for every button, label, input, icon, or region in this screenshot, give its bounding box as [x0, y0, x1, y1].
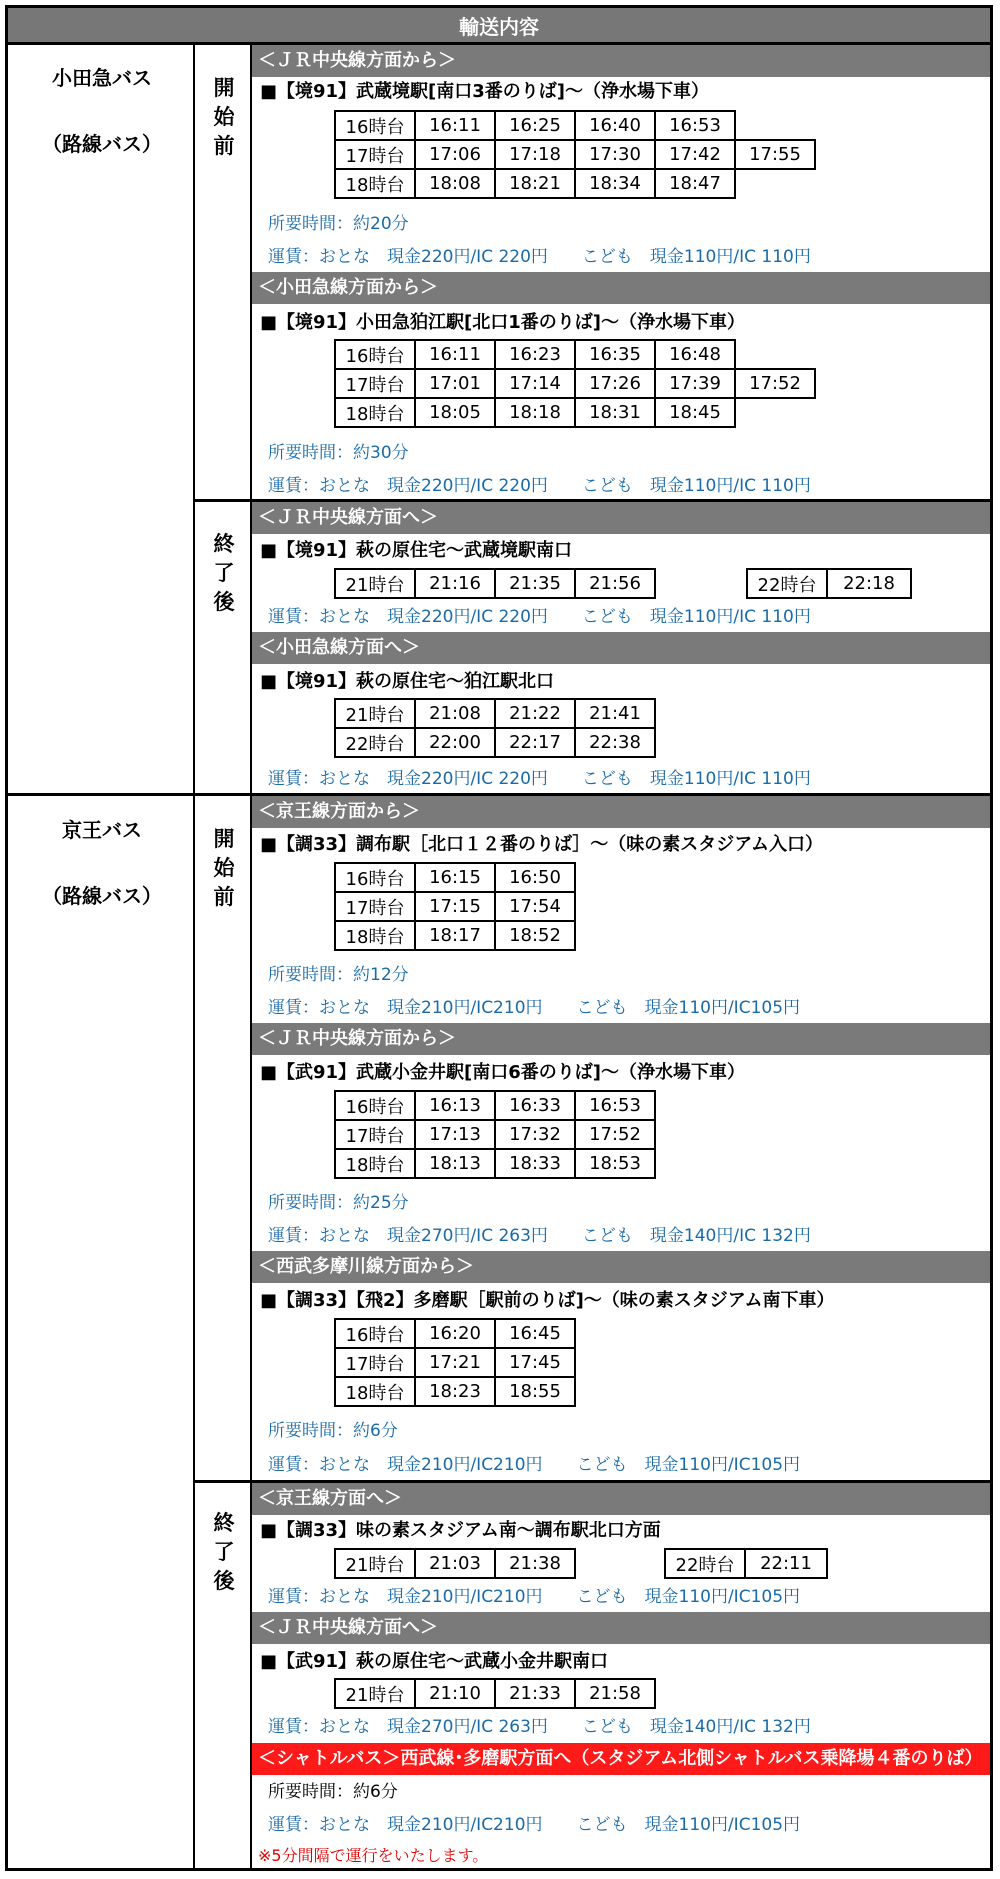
company-type: （路線バス）: [42, 884, 162, 908]
table-row: [335, 111, 815, 140]
time-cell: 18:53: [575, 1149, 655, 1178]
table-row: [335, 1549, 575, 1578]
hour-cell: 17時台: [335, 892, 415, 921]
fare-text: 運賃：おとな 現金270円/IC 263円 こども 現金140円/IC 132円: [268, 1226, 811, 1246]
time-cell: 22:00: [415, 728, 495, 757]
table-row: [335, 1120, 655, 1149]
hour-cell: 21時台: [335, 699, 415, 728]
table-row: [335, 398, 815, 427]
time-cell: 16:53: [655, 111, 735, 140]
company-type: （路線バス）: [42, 132, 162, 156]
time-cell: 17:06: [415, 140, 495, 169]
hour-cell: 16時台: [335, 111, 415, 140]
hour-cell: 17時台: [335, 1120, 415, 1149]
time-cell: 16:48: [655, 340, 735, 369]
table-row: [747, 569, 911, 598]
section-header: ＜京王線方面へ＞: [252, 1483, 990, 1515]
time-cell: 18:45: [655, 398, 735, 427]
hour-cell: 17時台: [335, 1348, 415, 1377]
section-header: ＜京王線方面から＞: [252, 796, 990, 828]
time-cell: 17:26: [575, 369, 655, 398]
time-cell: 21:58: [575, 1679, 655, 1708]
fare-text: 運賃：おとな 現金220円/IC 220円 こども 現金110円/IC 110円: [268, 769, 811, 789]
table-row: [335, 728, 655, 757]
travel-time: 所要時間：約25分: [268, 1193, 409, 1213]
table-row: [335, 1091, 655, 1120]
phase-text: 開始前: [213, 827, 235, 909]
timetable: [746, 568, 912, 599]
time-cell: 22:11: [745, 1549, 827, 1578]
hour-cell: 22時台: [665, 1549, 745, 1578]
time-cell: 16:35: [575, 340, 655, 369]
table-row: [335, 340, 815, 369]
divider: [193, 45, 195, 1871]
hour-cell: 18時台: [335, 1149, 415, 1178]
table-row: [335, 569, 655, 598]
timetable: [334, 568, 656, 599]
fare-text: 運賃：おとな 現金220円/IC 220円 こども 現金110円/IC 110円: [268, 607, 811, 627]
fare-text: 運賃：おとな 現金210円/IC210円 こども 現金110円/IC105円: [268, 1815, 801, 1835]
time-cell: 21:56: [575, 569, 655, 598]
company-name: 京王バス: [62, 818, 142, 842]
time-cell: 17:42: [655, 140, 735, 169]
section-header: ＜ＪＲ中央線方面へ＞: [252, 1612, 990, 1644]
route-title: ■【武91】萩の原住宅～武蔵小金井駅南口: [260, 1651, 609, 1672]
time-cell: 17:55: [735, 140, 815, 169]
hour-cell: 18時台: [335, 921, 415, 950]
fare-text: 運賃：おとな 現金210円/IC210円 こども 現金110円/IC105円: [268, 1455, 801, 1475]
time-cell: 17:45: [495, 1348, 575, 1377]
divider: [250, 45, 252, 1871]
timetable: [664, 1548, 828, 1579]
time-cell: 17:52: [735, 369, 815, 398]
time-cell: 21:10: [415, 1679, 495, 1708]
timetable: [334, 862, 576, 951]
fare-text: 運賃：おとな 現金210円/IC210円 こども 現金110円/IC105円: [268, 998, 801, 1018]
table-row: [335, 169, 815, 198]
time-cell: 18:17: [415, 921, 495, 950]
hour-cell: 16時台: [335, 1091, 415, 1120]
hour-cell: 16時台: [335, 863, 415, 892]
company-name: 小田急バス: [52, 66, 152, 90]
time-cell: 16:11: [415, 111, 495, 140]
hour-cell: 22時台: [335, 728, 415, 757]
fare-text: 運賃：おとな 現金270円/IC 263円 こども 現金140円/IC 132円: [268, 1717, 811, 1737]
hour-cell: 22時台: [747, 569, 827, 598]
time-cell: 18:13: [415, 1149, 495, 1178]
table-row: [335, 699, 655, 728]
time-cell: 22:18: [827, 569, 911, 598]
table-row: [335, 892, 575, 921]
timetable: [334, 1318, 576, 1407]
section-header: ＜小田急線方面へ＞: [252, 632, 990, 664]
route-title: ■【武91】武蔵小金井駅[南口6番のりば]～（浄水場下車）: [260, 1062, 746, 1083]
route-title: ■【調33】【飛2】多磨駅［駅前のりば]～（味の素スタジアム南下車）: [260, 1290, 835, 1311]
time-cell: 17:18: [495, 140, 575, 169]
section-header: ＜ＪＲ中央線方面から＞: [252, 45, 990, 77]
interval-note: ※5分間隔で運行をいたします。: [258, 1846, 489, 1865]
time-cell: 22:17: [495, 728, 575, 757]
phase-text: 終了後: [213, 1511, 235, 1593]
section-header: ＜西武多摩川線方面から＞: [252, 1251, 990, 1283]
travel-time: 所要時間：約6分: [268, 1421, 398, 1441]
time-cell: 16:11: [415, 340, 495, 369]
shuttle-header: ＜シャトルバス＞西武線･多磨駅方面へ（スタジアム北側シャトルバス乗降場４番のりば）: [252, 1743, 990, 1775]
hour-cell: 18時台: [335, 169, 415, 198]
time-cell: 17:01: [415, 369, 495, 398]
hour-cell: 16時台: [335, 340, 415, 369]
time-cell: 21:35: [495, 569, 575, 598]
time-cell: 18:55: [495, 1377, 575, 1406]
fare-text: 運賃：おとな 現金220円/IC 220円 こども 現金110円/IC 110円: [268, 476, 811, 496]
table-row: [335, 140, 815, 169]
time-cell: 18:21: [495, 169, 575, 198]
time-cell: 21:41: [575, 699, 655, 728]
travel-time: 所要時間：約30分: [268, 443, 409, 463]
route-title: ■【調33】調布駅［北口１２番のりば］～（味の素スタジアム入口）: [260, 834, 823, 855]
phase-text: 開始前: [213, 76, 235, 158]
timetable: [334, 110, 816, 199]
table-row: [335, 1348, 575, 1377]
section-header: ＜ＪＲ中央線方面から＞: [252, 1023, 990, 1055]
time-cell: 17:54: [495, 892, 575, 921]
fare-text: 運賃：おとな 現金210円/IC210円 こども 現金110円/IC105円: [268, 1587, 801, 1607]
time-cell: 16:45: [495, 1319, 575, 1348]
time-cell: 16:20: [415, 1319, 495, 1348]
travel-time: 所要時間：約12分: [268, 965, 409, 985]
time-cell: 17:15: [415, 892, 495, 921]
time-cell: 18:52: [495, 921, 575, 950]
hour-cell: 21時台: [335, 1679, 415, 1708]
time-cell: 18:47: [655, 169, 735, 198]
timetable: [334, 339, 816, 428]
table-row: [335, 921, 575, 950]
time-cell: 21:03: [415, 1549, 495, 1578]
time-cell: 17:21: [415, 1348, 495, 1377]
time-cell: 16:23: [495, 340, 575, 369]
time-cell: 18:18: [495, 398, 575, 427]
time-cell: 21:08: [415, 699, 495, 728]
phase-label: [196, 530, 252, 617]
hour-cell: 18時台: [335, 1377, 415, 1406]
route-title: ■【境91】武蔵境駅[南口3番のりば]～（浄水場下車）: [260, 81, 710, 102]
table-row: [335, 1149, 655, 1178]
time-cell: 21:33: [495, 1679, 575, 1708]
time-cell: 21:22: [495, 699, 575, 728]
time-cell: 18:05: [415, 398, 495, 427]
timetable: [334, 698, 656, 758]
empty-cell: [735, 340, 815, 369]
route-title: ■【境91】萩の原住宅～武蔵境駅南口: [260, 540, 573, 561]
time-cell: 16:25: [495, 111, 575, 140]
time-cell: 16:33: [495, 1091, 575, 1120]
travel-time: 所要時間：約6分: [268, 1782, 398, 1802]
time-cell: 18:23: [415, 1377, 495, 1406]
section-header: ＜ＪＲ中央線方面へ＞: [252, 502, 990, 534]
hour-cell: 16時台: [335, 1319, 415, 1348]
fare-text: 運賃：おとな 現金220円/IC 220円 こども 現金110円/IC 110円: [268, 247, 811, 267]
phase-label: [196, 74, 252, 161]
time-cell: 18:34: [575, 169, 655, 198]
time-cell: 16:15: [415, 863, 495, 892]
time-cell: 17:14: [495, 369, 575, 398]
phase-text: 終了後: [213, 532, 235, 614]
time-cell: 18:08: [415, 169, 495, 198]
empty-cell: [735, 169, 815, 198]
time-cell: 16:13: [415, 1091, 495, 1120]
time-cell: 16:53: [575, 1091, 655, 1120]
time-cell: 16:50: [495, 863, 575, 892]
table-row: [335, 1377, 575, 1406]
time-cell: 21:38: [495, 1549, 575, 1578]
time-cell: 17:30: [575, 140, 655, 169]
page-title: 輸送内容: [5, 5, 993, 45]
route-title: ■【境91】小田急狛江駅[北口1番のりば]～（浄水場下車）: [260, 312, 746, 333]
time-cell: 18:33: [495, 1149, 575, 1178]
table-row: [335, 1679, 655, 1708]
empty-cell: [735, 111, 815, 140]
time-cell: 18:31: [575, 398, 655, 427]
table-row: [665, 1549, 827, 1578]
time-cell: 17:39: [655, 369, 735, 398]
time-cell: 21:16: [415, 569, 495, 598]
table-row: [335, 369, 815, 398]
phase-label: [196, 1509, 252, 1596]
timetable: [334, 1548, 576, 1579]
time-cell: 22:38: [575, 728, 655, 757]
time-cell: 16:40: [575, 111, 655, 140]
hour-cell: 21時台: [335, 1549, 415, 1578]
empty-cell: [735, 398, 815, 427]
table-row: [335, 1319, 575, 1348]
hour-cell: 17時台: [335, 140, 415, 169]
timetable: [334, 1090, 656, 1179]
timetable: [334, 1678, 656, 1709]
phase-label: [196, 825, 252, 912]
route-title: ■【境91】萩の原住宅～狛江駅北口: [260, 671, 555, 692]
time-cell: 17:32: [495, 1120, 575, 1149]
hour-cell: 21時台: [335, 569, 415, 598]
hour-cell: 17時台: [335, 369, 415, 398]
time-cell: 17:13: [415, 1120, 495, 1149]
route-title: ■【調33】味の素スタジアム南～調布駅北口方面: [260, 1520, 661, 1541]
section-header: ＜小田急線方面から＞: [252, 272, 990, 304]
hour-cell: 18時台: [335, 398, 415, 427]
time-cell: 17:52: [575, 1120, 655, 1149]
table-row: [335, 863, 575, 892]
travel-time: 所要時間：約20分: [268, 214, 409, 234]
